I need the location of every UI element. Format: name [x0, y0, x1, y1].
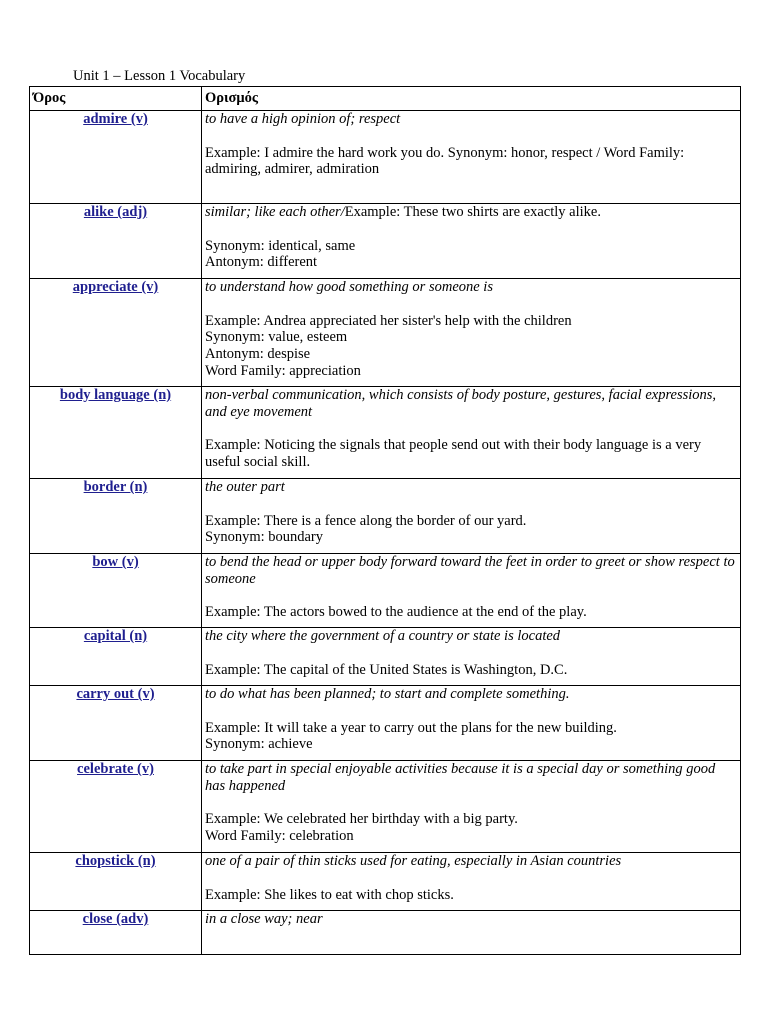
definition-line: Synonym: boundary: [205, 529, 324, 546]
definition-line: Word Family: appreciation: [205, 362, 361, 379]
definition-line: Synonym: achieve: [205, 736, 313, 753]
definition-italic: similar; like each other/: [205, 204, 345, 220]
definition-line: Word Family: celebration: [205, 828, 354, 845]
term-cell: [30, 853, 202, 911]
definition-italic: one of a pair of thin sticks used for eating, especially in Asian countries: [205, 853, 622, 869]
definition-italic: to have a high opinion of; respect: [205, 111, 401, 127]
definition-text: [205, 686, 737, 703]
definition-text: [205, 761, 737, 795]
table-row: [30, 628, 741, 686]
definition-text: [205, 853, 737, 870]
definition-line: Example: She likes to eat with chop sticks.: [205, 886, 454, 903]
table-row: [30, 387, 741, 479]
table-row: [30, 911, 741, 955]
blank-line: [205, 496, 737, 513]
definition-line: Example: The capital of the United States is Washington, D.C.: [205, 661, 568, 678]
blank-line: [205, 128, 737, 145]
page-title: Unit 1 – Lesson 1 Vocabulary: [73, 68, 246, 84]
blank-line: [205, 870, 737, 887]
definition-italic: to take part in special enjoyable activities because it is a special day or something good has happened: [205, 761, 716, 794]
definition-line: Example: I admire the hard work you do. Synonym: honor, respect / Word Family: admiring, admirer, admiration: [205, 144, 685, 178]
term-link[interactable]: border (n): [83, 479, 148, 495]
definition-cell: [202, 204, 741, 279]
term-link[interactable]: admire (v): [83, 111, 148, 127]
table-row: [30, 479, 741, 554]
definition-line: Example: We celebrated her birthday with a big party.: [205, 811, 518, 828]
definition-text: [205, 911, 737, 928]
term-link[interactable]: alike (adj): [83, 204, 148, 220]
term-link[interactable]: close (adv): [82, 911, 149, 927]
term-link[interactable]: carry out (v): [76, 686, 155, 702]
definition-italic: the outer part: [205, 479, 285, 495]
table-row: [30, 853, 741, 911]
definition-italic: the city where the government of a country or state is located: [205, 628, 561, 644]
term-cell: [30, 554, 202, 628]
table-row: [30, 279, 741, 387]
term-column-header: Όρος: [30, 87, 202, 111]
blank-line: [205, 645, 737, 662]
blank-line: [205, 588, 737, 605]
definition-line: Example: It will take a year to carry out the plans for the new building.: [205, 719, 617, 736]
term-link[interactable]: capital (n): [83, 628, 148, 644]
table-row: [30, 204, 741, 279]
definition-cell: [202, 479, 741, 554]
term-cell: [30, 387, 202, 479]
definition-cell: [202, 628, 741, 686]
definition-line: Example: There is a fence along the border of our yard.: [205, 512, 527, 529]
definition-line: Antonym: different: [205, 254, 318, 271]
term-link[interactable]: bow (v): [92, 554, 139, 570]
definition-text: [205, 628, 737, 645]
definition-cell: [202, 911, 741, 955]
definition-text: [205, 279, 737, 296]
blank-line: [205, 221, 737, 238]
definition-italic: non-verbal communication, which consists of body posture, gestures, facial expressions, and eye movement: [205, 387, 717, 420]
definition-text: [205, 479, 737, 496]
definition-text: [205, 387, 737, 421]
blank-line: [205, 421, 737, 438]
term-cell: [30, 479, 202, 554]
term-cell: [30, 204, 202, 279]
term-link[interactable]: appreciate (v): [72, 279, 159, 295]
table-row: [30, 761, 741, 853]
definition-italic: to bend the head or upper body forward toward the feet in order to greet or show respect to someone: [205, 554, 735, 587]
definition-line: Example: Andrea appreciated her sister's help with the children: [205, 312, 572, 329]
definition-italic: to do what has been planned; to start and complete something.: [205, 686, 570, 702]
term-cell: [30, 686, 202, 761]
definition-cell: [202, 279, 741, 387]
vocabulary-table: [29, 86, 741, 955]
definition-cell: [202, 387, 741, 479]
definition-example-inline: Example: These two shirts are exactly alike.: [344, 204, 601, 220]
definition-cell: [202, 853, 741, 911]
definition-cell: [202, 111, 741, 204]
definition-line: Antonym: despise: [205, 346, 311, 363]
term-link[interactable]: body language (n): [59, 387, 172, 403]
definition-line: Example: The actors bowed to the audience at the end of the play.: [205, 604, 587, 621]
table-row: [30, 111, 741, 204]
blank-line: [205, 795, 737, 812]
term-cell: [30, 111, 202, 204]
blank-line: [205, 703, 737, 720]
definition-cell: [202, 554, 741, 628]
definition-line: Synonym: identical, same: [205, 237, 356, 254]
definition-text: [205, 111, 737, 128]
table-row: [30, 686, 741, 761]
term-link[interactable]: chopstick (n): [75, 853, 156, 869]
term-cell: [30, 628, 202, 686]
definition-line: Synonym: value, esteem: [205, 329, 348, 346]
blank-line: [205, 296, 737, 313]
term-link[interactable]: celebrate (v): [77, 761, 154, 777]
definition-italic: in a close way; near: [205, 911, 323, 927]
definition-italic: to understand how good something or someone is: [205, 279, 493, 295]
term-cell: [30, 911, 202, 955]
definition-column-header: Ορισμός: [202, 87, 741, 111]
term-cell: [30, 761, 202, 853]
definition-cell: [202, 686, 741, 761]
table-row: [30, 554, 741, 628]
definition-text: [205, 204, 737, 221]
definition-text: [205, 554, 737, 588]
table-header-row: [30, 87, 741, 111]
definition-line: Example: Noticing the signals that people send out with their body language is a very useful social skill.: [205, 437, 702, 471]
definition-cell: [202, 761, 741, 853]
term-cell: [30, 279, 202, 387]
